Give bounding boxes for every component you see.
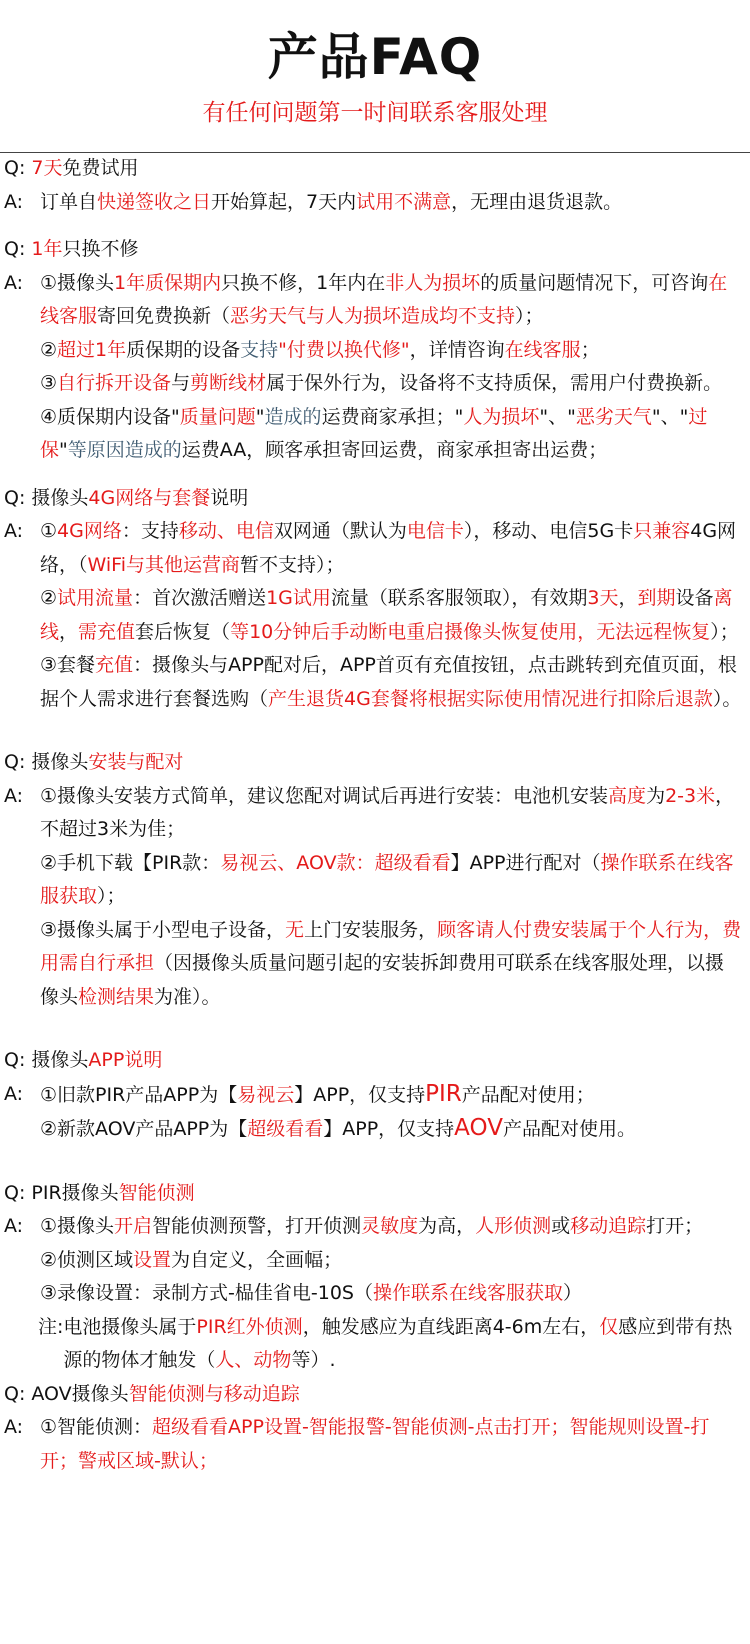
text-segment: 只换不修 bbox=[62, 238, 139, 260]
text-segment: 3天 bbox=[587, 587, 619, 609]
text-segment: ，触发感应为直线距离4-6m左右， bbox=[302, 1315, 600, 1338]
answer-item bbox=[40, 334, 742, 368]
answer-item bbox=[40, 367, 742, 401]
page-subtitle: 有任何问题第一时间联系客服处理 bbox=[202, 100, 548, 126]
question bbox=[0, 1177, 750, 1211]
text-segment: ③套餐 bbox=[40, 654, 96, 676]
question bbox=[0, 482, 750, 516]
text-segment: 1G试用 bbox=[266, 587, 331, 609]
answer bbox=[0, 780, 750, 1015]
text-segment: ① bbox=[40, 520, 58, 542]
text-segment: Q: AOV摄像头 bbox=[4, 1382, 129, 1405]
text-segment: 在线客服 bbox=[40, 271, 728, 327]
text-segment: Q: PIR摄像头 bbox=[4, 1181, 119, 1204]
faq-section bbox=[0, 1177, 750, 1378]
answer-item bbox=[40, 847, 742, 914]
answer-prefix: A: bbox=[4, 1416, 24, 1438]
text-segment: ：支持 bbox=[121, 520, 179, 542]
text-segment: ）； bbox=[710, 620, 739, 643]
text-segment: 4G网络 bbox=[57, 520, 122, 542]
text-segment: PIR bbox=[425, 1080, 462, 1107]
text-segment: ）。 bbox=[712, 687, 742, 710]
text-segment: ）； bbox=[515, 305, 544, 327]
question bbox=[0, 233, 750, 267]
text-segment: " bbox=[59, 439, 68, 461]
faq-section bbox=[0, 1044, 750, 1147]
text-segment: ：首次激活赠送 bbox=[133, 587, 267, 609]
faq-section bbox=[0, 746, 750, 1014]
text-segment: 只换不修，1年内在 bbox=[221, 271, 386, 294]
text-segment: ② bbox=[40, 338, 58, 361]
text-segment: 打开； bbox=[646, 1215, 704, 1237]
text-segment: 为 bbox=[646, 784, 666, 807]
text-segment: ； bbox=[580, 338, 600, 361]
text-segment: 操作联系在线客服获取 bbox=[40, 851, 734, 907]
question bbox=[0, 1378, 750, 1412]
text-segment: 试用流量 bbox=[57, 587, 134, 609]
text-segment: 智能侦测 bbox=[118, 1181, 195, 1204]
text-segment: 设置 bbox=[133, 1248, 172, 1271]
answer bbox=[0, 1411, 750, 1478]
text-segment: 】APP，仅支持 bbox=[294, 1083, 426, 1106]
answer bbox=[0, 515, 750, 716]
answer-item bbox=[40, 1277, 742, 1311]
text-segment: 过保 bbox=[40, 405, 708, 461]
text-segment: 仅 bbox=[599, 1315, 619, 1338]
text-segment: " bbox=[255, 405, 265, 428]
text-segment: 感应到带有热源的物体才触发（ bbox=[63, 1315, 733, 1371]
text-segment: 电池摄像头属于 bbox=[63, 1315, 197, 1338]
text-segment: 1年质保期内 bbox=[114, 271, 222, 294]
text-segment: 】APP进行配对（ bbox=[450, 851, 601, 874]
text-segment: ② bbox=[40, 587, 58, 609]
text-segment: Q: 摄像头 bbox=[4, 1049, 89, 1071]
text-segment: Q: 摄像头 bbox=[4, 751, 89, 773]
text-segment: 产品配对使用； bbox=[461, 1083, 595, 1106]
text-segment: 超级看看 bbox=[247, 1118, 324, 1140]
text-segment: ③摄像头属于小型电子设备， bbox=[40, 918, 286, 941]
answer-item bbox=[40, 582, 742, 649]
answer bbox=[0, 267, 750, 468]
text-segment: 】APP，仅支持 bbox=[323, 1118, 455, 1140]
note-label: 注: bbox=[38, 1315, 64, 1338]
text-segment: 到期 bbox=[637, 587, 676, 609]
text-segment: 流量（联系客服领取），有效期 bbox=[330, 587, 588, 609]
text-segment: 非人为损坏 bbox=[385, 271, 481, 294]
text-segment: 超过1年 bbox=[57, 338, 127, 361]
text-segment: 为自定义，全画幅； bbox=[171, 1248, 343, 1271]
text-segment: ，详情咨询 bbox=[409, 338, 505, 361]
text-segment: ②侦测区域 bbox=[40, 1248, 134, 1271]
text-segment: 寄回免费换新（ bbox=[97, 305, 231, 327]
text-segment: 套后恢复（ bbox=[135, 620, 231, 643]
answer-item bbox=[40, 780, 742, 847]
text-segment: 质量问题 bbox=[179, 405, 256, 428]
text-segment: 开启 bbox=[114, 1215, 153, 1237]
text-segment: 产生退货4G套餐将根据实际使用情况进行扣除后退款 bbox=[268, 687, 713, 710]
text-segment: PIR红外侦测 bbox=[196, 1315, 303, 1338]
text-segment: 智能侦测与移动追踪 bbox=[128, 1382, 300, 1405]
answer bbox=[0, 186, 750, 220]
text-segment: 易视云、AOV款：超级看看 bbox=[220, 851, 451, 874]
text-segment: 快递签收之日 bbox=[97, 190, 212, 213]
text-segment: 4G网络，（ bbox=[40, 520, 737, 576]
text-segment: 高度 bbox=[608, 784, 647, 807]
answer-prefix: A: bbox=[4, 784, 24, 807]
text-segment: ③录像设置：录制方式-榀佳省电-10S（ bbox=[40, 1282, 373, 1304]
text-segment: 运费AA，顾客承担寄回运费，商家承担寄出运费； bbox=[181, 439, 608, 461]
text-segment: 剪断线材 bbox=[190, 372, 267, 394]
text-segment: ②手机下载【PIR款： bbox=[40, 851, 221, 874]
text-segment: 在线客服 bbox=[504, 338, 581, 361]
answer-item bbox=[40, 1210, 742, 1244]
answer-item bbox=[40, 401, 742, 468]
answer-item bbox=[40, 1411, 742, 1478]
text-segment: 智能侦测预警，打开侦测 bbox=[152, 1215, 362, 1237]
text-segment: 造成的 bbox=[264, 405, 322, 428]
faq-section bbox=[0, 1378, 750, 1479]
text-segment: 设备 bbox=[675, 587, 714, 609]
text-segment: ③ bbox=[40, 372, 58, 394]
answer-item bbox=[40, 914, 742, 1015]
text-segment: 为准）。 bbox=[154, 985, 221, 1008]
text-segment: 电信卡 bbox=[406, 520, 464, 542]
text-segment: Q: bbox=[4, 238, 32, 260]
text-segment: ，无理由退货退款。 bbox=[451, 190, 623, 213]
text-segment: ），移动、电信5G卡 bbox=[463, 520, 634, 542]
text-segment: 属于保外行为，设备将不支持质保，需用户付费换新。 bbox=[266, 372, 723, 394]
text-segment: 操作联系在线客服获取 bbox=[372, 1282, 563, 1304]
text-segment: 1年 bbox=[31, 238, 63, 260]
text-segment: 的质量问题情况下，可咨询 bbox=[480, 271, 709, 294]
text-segment: ①智能侦测： bbox=[40, 1416, 153, 1438]
text-segment: 暂不支持）； bbox=[240, 553, 345, 576]
text-segment: 运费商家承担；" bbox=[321, 405, 464, 428]
text-segment: ， bbox=[618, 587, 638, 609]
text-segment: 免费试用 bbox=[62, 157, 139, 179]
text-segment: 易视云 bbox=[237, 1083, 295, 1106]
answer-prefix: A: bbox=[4, 1082, 24, 1105]
text-segment: 质保期的设备 bbox=[126, 338, 241, 361]
text-segment: 等10分钟后手动断电重启摄像头恢复使用，无法远程恢复 bbox=[230, 620, 711, 643]
text-segment: 订单自 bbox=[40, 190, 98, 213]
text-segment: 试用不满意 bbox=[356, 190, 452, 213]
text-segment: "、" bbox=[539, 405, 576, 428]
answer-prefix: A: bbox=[4, 271, 24, 294]
faq-section bbox=[0, 152, 750, 219]
answer-prefix: A: bbox=[4, 1215, 24, 1237]
faq-section bbox=[0, 482, 750, 717]
answer-item bbox=[40, 1112, 742, 1147]
text-segment: 充值 bbox=[95, 654, 134, 676]
text-segment: Q: 摄像头 bbox=[4, 486, 89, 509]
text-segment: 自行拆开设备 bbox=[57, 372, 172, 394]
text-segment: 人形侦测 bbox=[475, 1215, 552, 1237]
text-segment: "付费以换代修" bbox=[278, 338, 410, 361]
page-title: 产品FAQ bbox=[267, 28, 483, 86]
text-segment: 恶劣天气 bbox=[575, 405, 652, 428]
text-segment: 移动追踪 bbox=[570, 1215, 647, 1237]
text-segment: 4G网络与套餐 bbox=[88, 486, 211, 509]
answer-item bbox=[40, 186, 742, 220]
text-segment: ②新款AOV产品APP为【 bbox=[40, 1118, 248, 1140]
question bbox=[0, 152, 750, 186]
text-segment: 离线 bbox=[40, 587, 733, 643]
note bbox=[0, 1311, 750, 1378]
question bbox=[0, 746, 750, 780]
text-segment: 安装与配对 bbox=[88, 751, 184, 773]
text-segment: 灵敏度 bbox=[361, 1215, 419, 1237]
text-segment: 7天 bbox=[31, 157, 63, 179]
text-segment: 超级看看APP设置-智能报警-智能侦测-点击打开；智能规则设置-打开；警戒区域-默认； bbox=[40, 1416, 710, 1472]
text-segment: 说明 bbox=[210, 486, 249, 509]
answer-item bbox=[40, 515, 742, 582]
faq-list bbox=[0, 152, 750, 1478]
text-segment: （因摄像头质量问题引起的安装拆卸费用可联系在线客服处理，以摄像头 bbox=[40, 952, 725, 1008]
text-segment: 为高， bbox=[418, 1215, 476, 1237]
text-segment: 需充值 bbox=[78, 620, 136, 643]
text-segment: AOV bbox=[454, 1115, 503, 1141]
text-segment: ①摄像头安装方式简单，建议您配对调试后再进行安装：电池机安装 bbox=[40, 784, 609, 807]
text-segment: ） bbox=[563, 1282, 583, 1304]
text-segment: 移动、电信 bbox=[178, 520, 274, 542]
text-segment: 顾客请人付费安装属于个人行为，费用需自行承担 bbox=[40, 918, 742, 974]
answer-prefix: A: bbox=[4, 190, 24, 213]
text-segment: 开始算起，7天内 bbox=[211, 190, 357, 213]
answer bbox=[0, 1210, 750, 1311]
text-segment: 或 bbox=[551, 1215, 571, 1237]
answer-item bbox=[40, 1244, 742, 1278]
text-segment: Q: bbox=[4, 157, 32, 179]
text-segment: 2-3米 bbox=[665, 784, 716, 807]
text-segment: "、" bbox=[651, 405, 689, 428]
answer-prefix: A: bbox=[4, 520, 24, 542]
text-segment: 恶劣天气与人为损坏造成均不支持 bbox=[230, 305, 516, 327]
text-segment: APP说明 bbox=[88, 1049, 163, 1071]
text-segment: ， bbox=[59, 620, 79, 643]
text-segment: 与 bbox=[171, 372, 191, 394]
text-segment: 产品配对使用。 bbox=[502, 1118, 636, 1140]
answer bbox=[0, 1078, 750, 1147]
text-segment: 人、动物 bbox=[215, 1349, 292, 1371]
text-segment: 人为损坏 bbox=[463, 405, 540, 428]
text-segment: ）； bbox=[97, 885, 126, 907]
text-segment: 等）. bbox=[291, 1349, 336, 1371]
text-segment: 上门安装服务， bbox=[304, 918, 438, 941]
text-segment: ④质保期内设备" bbox=[40, 405, 180, 428]
question bbox=[0, 1044, 750, 1078]
answer-item bbox=[40, 267, 742, 334]
text-segment: 等原因造成的 bbox=[67, 439, 182, 461]
text-segment: ①摄像头 bbox=[40, 271, 115, 294]
text-segment: ①旧款PIR产品APP为【 bbox=[40, 1083, 238, 1106]
text-segment: WiFi与其他运营商 bbox=[87, 553, 240, 576]
text-segment: 无 bbox=[285, 918, 305, 941]
answer-item bbox=[40, 649, 742, 716]
text-segment: ①摄像头 bbox=[40, 1215, 115, 1237]
text-segment: ，不超过3米为佳； bbox=[40, 784, 735, 840]
answer-item bbox=[40, 1078, 742, 1113]
text-segment: 支持 bbox=[240, 338, 279, 361]
text-segment: 只兼容 bbox=[633, 520, 691, 542]
text-segment: ：摄像头与APP配对后，APP首页有充值按钮，点击跳转到充值页面，根据个人需求进行套餐选购（ bbox=[40, 654, 737, 710]
faq-section bbox=[0, 233, 750, 468]
text-segment: 检测结果 bbox=[78, 985, 155, 1008]
text-segment: 双网通（默认为 bbox=[273, 520, 407, 542]
